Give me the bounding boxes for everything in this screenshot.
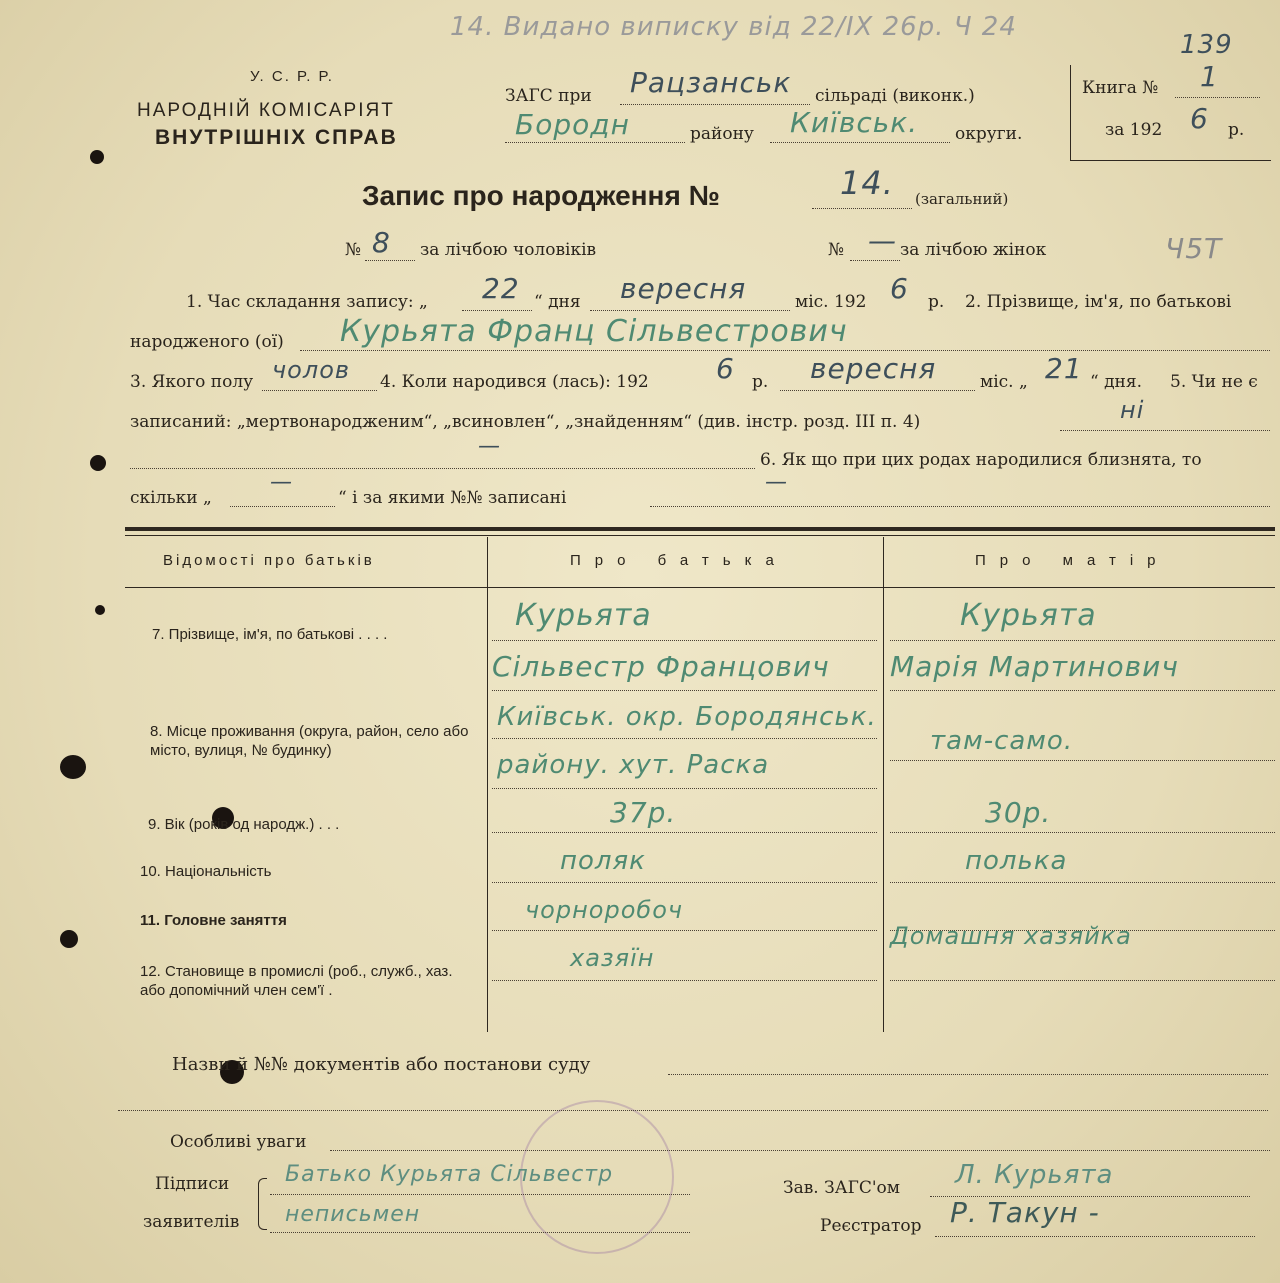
row12-label: 12. Становище в промислі (роб., служб., хаз. або допомічний член сем'ї .: [140, 963, 453, 999]
applicant-signature2: неписьмен: [285, 1202, 421, 1227]
row12-father-underline: [492, 980, 877, 981]
field1-mis: міс. 192: [795, 292, 867, 312]
row8-mother-place: там-само.: [930, 726, 1074, 756]
book-label: Книга №: [1082, 78, 1159, 98]
signatures-label2: заявителів: [143, 1212, 240, 1232]
documents-underline1: [668, 1074, 1268, 1075]
head-label: Зав. ЗАГС'ом: [783, 1178, 900, 1198]
field6-line2b: “ і за якими №№ записані: [338, 488, 567, 508]
col-header-parents: Відомості про батьків: [163, 552, 375, 569]
field1-r: р.: [928, 292, 945, 312]
field2-line2: народженого (ої): [130, 332, 284, 352]
field5-dash: —: [478, 434, 501, 459]
row8-father-place2: району. хут. Раска: [497, 750, 770, 780]
head-signature: Л. Курьята: [955, 1160, 1114, 1190]
field5-value: ні: [1120, 396, 1145, 424]
year-value: 6: [1190, 102, 1209, 135]
book-underline: [1175, 97, 1260, 98]
field4-year: 6: [716, 352, 735, 385]
notes-label: Особливі уваги: [170, 1132, 307, 1152]
row10-label: 10. Національність: [140, 863, 272, 880]
raion-label: району: [690, 124, 754, 144]
table-col-divider-2: [883, 537, 884, 1032]
field5-underline: [1060, 430, 1270, 431]
col-header-mother: Про матір: [975, 552, 1170, 569]
org-internal-affairs: ВНУТРІШНІХ СПРАВ: [155, 126, 398, 149]
row8-mother-underline1: [890, 760, 1275, 761]
field2-underline: [300, 350, 1270, 351]
women-underline: [850, 260, 900, 261]
row7-mother-name: Марiя Мартинович: [890, 650, 1179, 683]
row11-label: 11. Головне заняття: [140, 912, 287, 929]
row10-father-underline: [492, 882, 877, 883]
field4-dnia: “ дня.: [1090, 372, 1143, 392]
field3-value: чолов: [272, 356, 351, 384]
field5-line2: записаний: „мертвонародженим“, „всиновлен“, „знайденням“ (див. інстр. розд. III п. 4): [130, 412, 921, 432]
registrar-underline: [935, 1236, 1255, 1237]
row9-mother-underline: [890, 832, 1275, 833]
row9-label: 9. Вік (років од народж.) . . .: [148, 816, 340, 833]
women-prefix: №: [828, 240, 845, 260]
row7-father-underline1: [492, 640, 877, 641]
field1-day: 22: [482, 272, 520, 305]
field4-r: р.: [752, 372, 769, 392]
row10-father-nationality: поляк: [560, 846, 646, 876]
women-label: за лічбою жінок: [900, 240, 1047, 260]
row12-father-status: хазяїн: [570, 944, 655, 972]
field3-underline: [262, 390, 377, 391]
field6-value2: —: [765, 470, 788, 495]
row8-father-place1: Київськ. окр. Бородянськ.: [497, 702, 877, 732]
record-general: (загальний): [915, 190, 1009, 208]
year-label: за 192: [1105, 120, 1163, 140]
raion-underline: [505, 142, 685, 143]
punch-hole: [95, 605, 105, 615]
documents-label: Назви й №№ документів або постанови суду: [172, 1054, 591, 1075]
field4-day: 21: [1045, 352, 1083, 385]
field3-label: 3. Якого полу: [130, 372, 254, 392]
row12-mother-status: Домашня хазяйка: [890, 922, 1132, 950]
row10-mother-nationality: полька: [965, 846, 1068, 876]
record-number-underline: [812, 208, 912, 209]
row7-mother-underline2: [890, 690, 1275, 691]
notes-underline: [330, 1150, 1270, 1151]
zags-value: Рацзанськ: [630, 66, 792, 99]
table-top-rule-thin: [125, 535, 1275, 536]
signatures-bracket: [258, 1178, 267, 1230]
registrar-signature: Р. Такун -: [950, 1196, 1100, 1229]
okruha-underline: [770, 142, 950, 143]
raion-value: Бородн: [515, 108, 630, 141]
men-underline: [365, 260, 415, 261]
field6-underline2: [650, 506, 1270, 507]
field1-month-underline: [590, 310, 790, 311]
row12-mother-underline: [890, 980, 1275, 981]
field1-mid: “ дня: [534, 292, 581, 312]
table-header-rule: [125, 587, 1275, 588]
silrada-label: сільраді (виконк.): [815, 86, 975, 106]
row11-father-occupation: чорноробоч: [525, 896, 684, 924]
punch-hole: [90, 150, 104, 164]
row8-father-underline2: [492, 788, 877, 789]
row8-father-underline1: [492, 738, 877, 739]
row11-father-underline: [492, 930, 877, 931]
row7-father-surname: Курьята: [515, 598, 652, 633]
men-count: 8: [372, 226, 391, 259]
table-col-divider-1: [487, 537, 488, 1032]
field6-underline: [230, 506, 335, 507]
margin-mark: Ч5Т: [1165, 232, 1223, 265]
women-count: —: [868, 224, 897, 257]
field1-day-underline: [462, 310, 532, 311]
field6-label: 6. Як що при цих родах народилися близнята, то: [760, 450, 1202, 470]
row9-mother-age: 30р.: [985, 796, 1052, 829]
top-handwritten-note: 14. Видано виписку від 22/IX 26р. Ч 24: [450, 12, 1017, 42]
field2-label: 2. Прізвище, ім'я, по батькові: [965, 292, 1232, 312]
zags-underline: [620, 104, 810, 105]
row7-father-underline2: [492, 690, 877, 691]
field4-month: вересня: [810, 352, 937, 385]
row9-father-underline: [492, 832, 877, 833]
year-suffix: р.: [1228, 120, 1245, 140]
row7-mother-underline1: [890, 640, 1275, 641]
row8-label: 8. Місце проживання (округа, район, село або місто, вулиця, № будинку): [150, 723, 469, 759]
okruha-label: округи.: [955, 124, 1023, 144]
registrar-label: Реєстратор: [820, 1216, 922, 1236]
page-number: 139: [1180, 30, 1233, 60]
col-header-father: Про батька: [570, 552, 788, 569]
field5-label: 5. Чи не є: [1170, 372, 1258, 392]
row9-father-age: 37р.: [610, 796, 677, 829]
field1-label: 1. Час складання запису: „: [186, 292, 428, 312]
field1-year: 6: [890, 272, 909, 305]
org-usrr: У. С. Р. Р.: [250, 68, 334, 85]
punch-hole: [60, 930, 78, 948]
row7-label: 7. Прізвище, ім'я, по батькові . . . .: [152, 626, 388, 643]
men-label: за лічбою чоловіків: [420, 240, 597, 260]
field4-month-underline: [780, 390, 975, 391]
table-top-rule: [125, 527, 1275, 531]
row7-mother-surname: Курьята: [960, 598, 1097, 633]
field1-month: вересня: [620, 272, 747, 305]
signature-underline1: [270, 1194, 690, 1195]
signature-underline2: [270, 1232, 690, 1233]
documents-underline2: [118, 1110, 1268, 1111]
signatures-label1: Підписи: [155, 1174, 230, 1194]
field6-line2a: скільки „: [130, 488, 212, 508]
okruha-value: Київськ.: [790, 106, 919, 139]
field4-label: 4. Коли народився (лась): 192: [380, 372, 649, 392]
book-value: 1: [1200, 60, 1219, 93]
row10-mother-underline: [890, 882, 1275, 883]
field2-value: Курьята Франц Сільвестрович: [340, 314, 848, 349]
field6-lead-underline: [130, 468, 755, 469]
record-number: 14.: [840, 164, 894, 202]
record-title: Запис про народження №: [362, 180, 720, 211]
punch-hole: [60, 755, 86, 779]
field4-mis: міс. „: [980, 372, 1028, 392]
applicant-signature1: Батько Курьята Сільвестр: [285, 1162, 614, 1187]
field6-value: —: [270, 470, 293, 495]
punch-hole: [90, 455, 106, 471]
men-prefix: №: [345, 240, 362, 260]
row7-father-name: Сільвестр Францович: [492, 650, 830, 683]
zags-label: ЗАГС при: [505, 86, 592, 106]
org-commissariat: НАРОДНІЙ КОМІСАРІЯТ: [137, 100, 395, 121]
